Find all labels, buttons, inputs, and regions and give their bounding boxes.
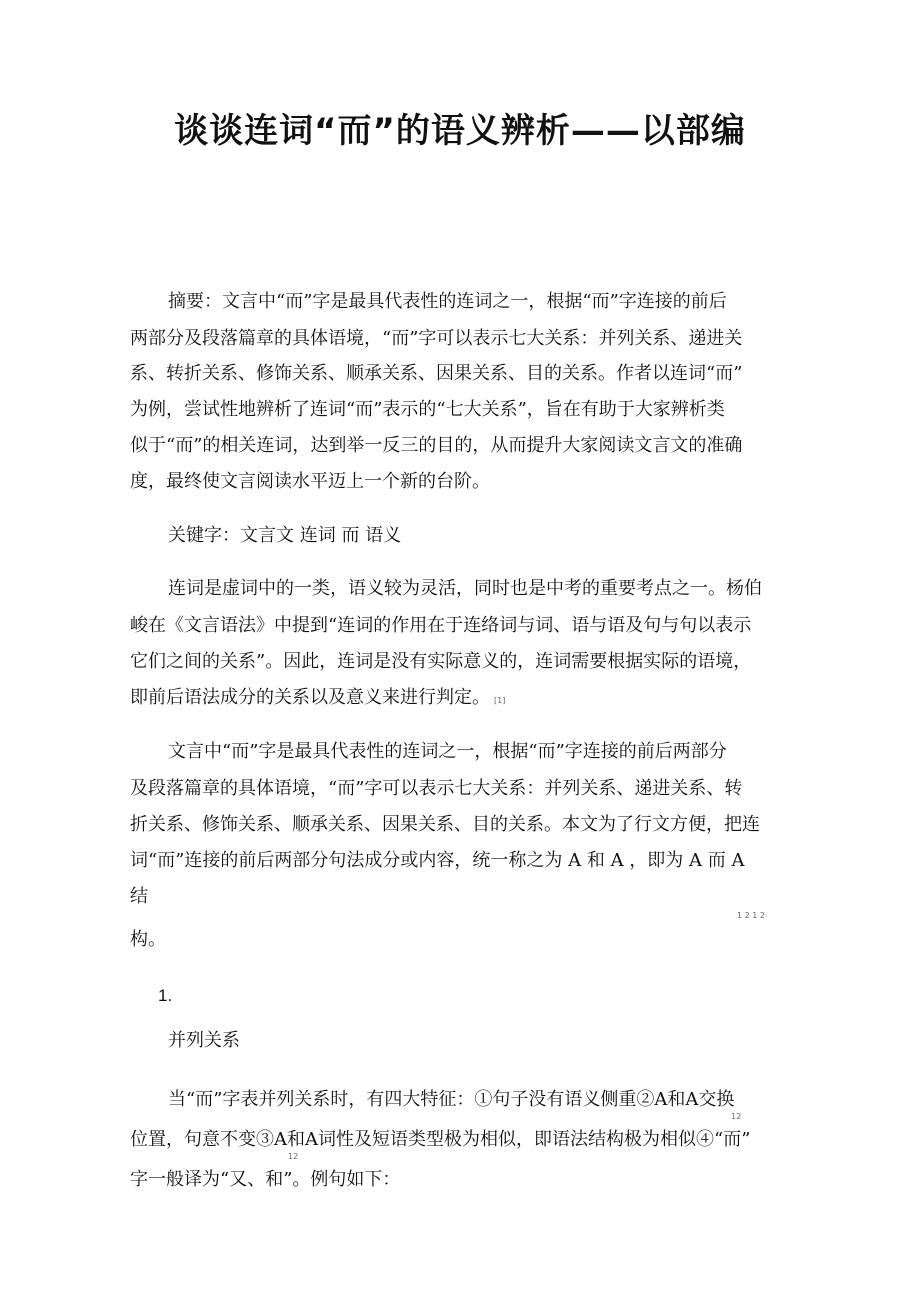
paragraph-line: 文言中“而”字是最具代表性的连词之一，根据“而”字连接的前后两部分 — [168, 741, 727, 762]
paragraph-line: 折关系、修饰关系、顺承关系、因果关系、目的关系。本文为了行文方便，把连 — [130, 814, 760, 835]
section-number: 1. — [158, 986, 173, 1005]
paragraph-line: 词“而”连接的前后两部分句法成分或内容，统一称之为 A 和 A ，即为 A 而 A — [130, 850, 745, 871]
paragraph-line: 连词是虚词中的一类，语义较为灵活，同时也是中考的重要考点之一。杨伯 — [168, 578, 762, 599]
citation-marker: [1] — [494, 696, 506, 705]
abstract-line: 似于“而”的相关连词，达到举一反三的目的，从而提升大家阅读文言文的准确 — [130, 435, 743, 456]
document-title: 谈谈连词“而”的语义辨析——以部编 — [174, 111, 746, 151]
subscript-marker: 12 — [288, 1152, 299, 1161]
paragraph-line-text: 即前后语法成分的关系以及意义来进行判定。 — [130, 687, 490, 708]
paragraph-line: 及段落篇章的具体语境，“而”字可以表示七大关系：并列关系、递进关系、转 — [130, 778, 743, 799]
abstract-line: 度，最终使文言阅读水平迈上一个新的台阶。 — [130, 471, 490, 492]
abstract-line: 为例，尝试性地辨析了连词“而”表示的“七大关系”，旨在有助于大家辨析类 — [130, 399, 725, 420]
paragraph-line: 结 — [130, 886, 148, 907]
section-title: 并列关系 — [168, 1030, 240, 1051]
paragraph-line: 峻在《文言语法》中提到“连词的作用在于连络词与词、语与语及句与句以表示 — [130, 615, 752, 636]
paragraph-line: 当“而”字表并列关系时，有四大特征：①句子没有语义侧重②A和A交换 — [168, 1089, 735, 1110]
paragraph-line — [130, 688, 505, 711]
abstract-line: 两部分及段落篇章的具体语境，“而”字可以表示七大关系：并列关系、递进关 — [130, 328, 743, 349]
paragraph-line: 字一般译为“又、和”。例句如下： — [130, 1169, 401, 1190]
subscript-markers: 1 2 1 2 — [737, 911, 765, 920]
abstract-line: 系、转折关系、修饰关系、顺承关系、因果关系、目的关系。作者以连词“而” — [130, 363, 743, 384]
paragraph-line: 构。 — [130, 929, 166, 950]
keywords: 关键字：文言文 连词 而 语义 — [168, 525, 402, 546]
abstract-line: 摘要：文言中“而”字是最具代表性的连词之一，根据“而”字连接的前后 — [168, 291, 727, 312]
subscript-marker: 12 — [731, 1112, 742, 1121]
paragraph-line: 位置，句意不变③A和A词性及短语类型极为相似，即语法结构极为相似④“而” — [130, 1129, 751, 1150]
paragraph-line: 它们之间的关系”。因此，连词是没有实际意义的，连词需要根据实际的语境， — [130, 651, 752, 672]
